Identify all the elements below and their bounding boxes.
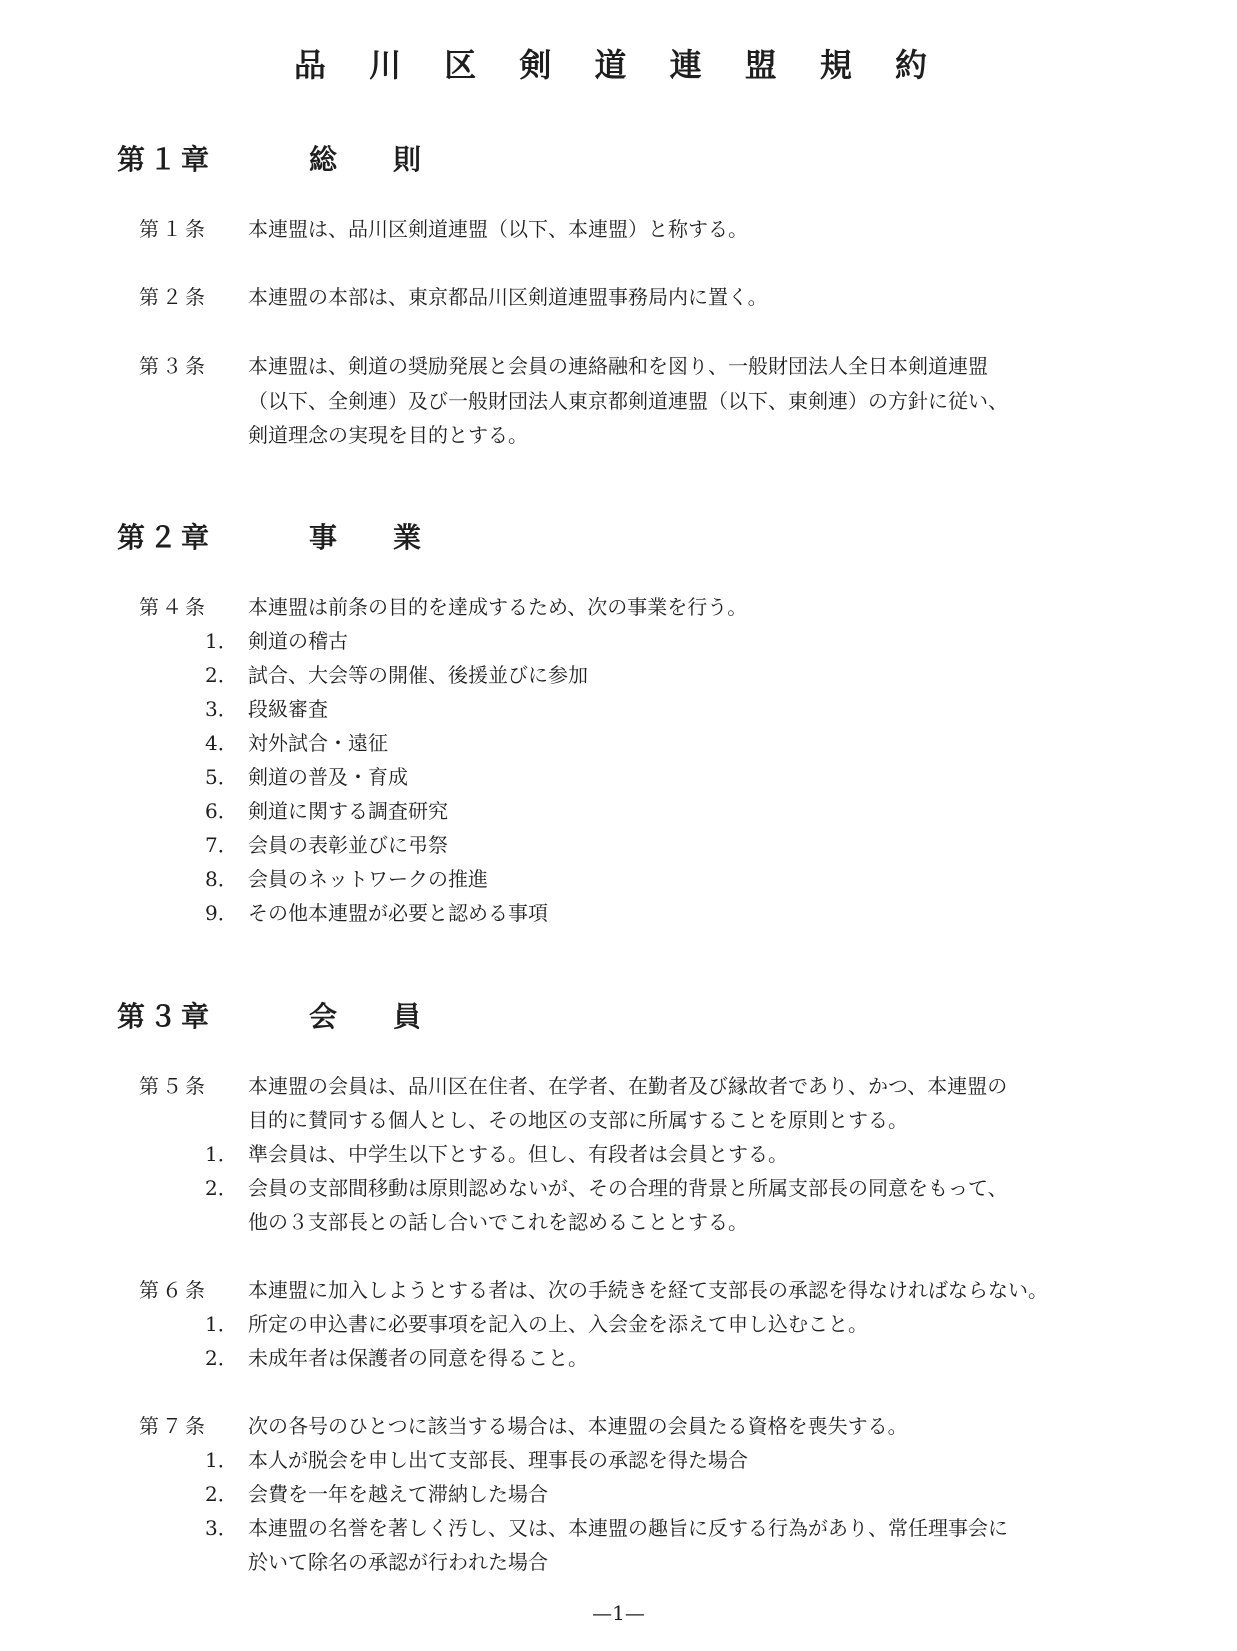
list-item: 剣道の稽古 <box>248 629 348 653</box>
article-text-7: 次の各号のひとつに該当する場合は、本連盟の会員たる資格を喪失する。 <box>248 1414 908 1438</box>
article-label-7: 第７条 <box>139 1414 208 1438</box>
list-item: 未成年者は保護者の同意を得ること。 <box>248 1346 588 1370</box>
article-label-4: 第４条 <box>139 595 208 619</box>
item-number: 1． <box>205 629 238 653</box>
list-item: 剣道に関する調査研究 <box>248 799 448 823</box>
article-label-2: 第２条 <box>139 285 208 309</box>
list-item: 会員の支部間移動は原則認めないが、その合理的背景と所属支部長の同意をもって、 <box>248 1176 1008 1200</box>
article-text-3-line-2: （以下、全剣連）及び一般財団法人東京都剣道連盟（以下、東剣連）の方針に従い、 <box>248 389 1008 413</box>
list-item: その他本連盟が必要と認める事項 <box>248 901 548 925</box>
page-number: —1— <box>592 1601 645 1625</box>
item-number: 2． <box>205 1176 238 1200</box>
item-number: 1． <box>205 1142 238 1166</box>
list-item: 試合、大会等の開催、後援並びに参加 <box>248 663 588 687</box>
list-item: 剣道の普及・育成 <box>248 765 408 789</box>
item-number: 1． <box>205 1448 238 1472</box>
chapter-number: 第１章 <box>117 143 214 176</box>
list-item: 本連盟の名誉を著しく汚し、又は、本連盟の趣旨に反する行為があり、常任理事会に <box>248 1516 1008 1540</box>
item-number: 2． <box>205 663 238 687</box>
item-number: 5． <box>205 765 238 789</box>
article-text-2: 本連盟の本部は、東京都品川区剣道連盟事務局内に置く。 <box>248 285 768 309</box>
list-item: 本人が脱会を申し出て支部長、理事長の承認を得た場合 <box>248 1448 748 1472</box>
article-text-4: 本連盟は前条の目的を達成するため、次の事業を行う。 <box>248 595 748 619</box>
list-item: 所定の申込書に必要事項を記入の上、入会金を添えて申し込むこと。 <box>248 1312 868 1336</box>
item-number: 6． <box>205 799 238 823</box>
item-number: 3． <box>205 1516 238 1540</box>
item-number: 2． <box>205 1482 238 1506</box>
chapter-title: 総則 <box>309 143 478 176</box>
article-label-6: 第６条 <box>139 1278 208 1302</box>
article-text-3-line-1: 本連盟は、剣道の奨励発展と会員の連絡融和を図り、一般財団法人全日本剣道連盟 <box>248 354 988 378</box>
list-item: 対外試合・遠征 <box>248 731 388 755</box>
list-item: 会費を一年を越えて滞納した場合 <box>248 1482 548 1506</box>
list-item-continuation: 於いて除名の承認が行われた場合 <box>248 1550 548 1574</box>
article-label-1: 第１条 <box>139 217 208 241</box>
article-label-3: 第３条 <box>139 354 208 378</box>
article-label-5: 第５条 <box>139 1074 208 1098</box>
item-number: 7． <box>205 833 238 857</box>
list-item: 会員の表彰並びに弔祭 <box>248 833 448 857</box>
chapter-title: 事業 <box>309 521 478 554</box>
article-text-3-line-3: 剣道理念の実現を目的とする。 <box>248 423 528 447</box>
item-number: 2． <box>205 1346 238 1370</box>
list-item: 準会員は、中学生以下とする。但し、有段者は会員とする。 <box>248 1142 788 1166</box>
list-item-continuation: 他の３支部長との話し合いでこれを認めることとする。 <box>248 1210 748 1234</box>
chapter-title: 会員 <box>309 1000 478 1033</box>
article-text-1: 本連盟は、品川区剣道連盟（以下、本連盟）と称する。 <box>248 217 748 241</box>
document-title: 品 川 区 剣 道 連 盟 規 約 <box>293 46 944 84</box>
chapter-number: 第３章 <box>117 1000 214 1033</box>
item-number: 1． <box>205 1312 238 1336</box>
chapter-number: 第２章 <box>117 521 214 554</box>
article-text-5-line-2: 目的に賛同する個人とし、その地区の支部に所属することを原則とする。 <box>248 1108 908 1132</box>
item-number: 4． <box>205 731 238 755</box>
list-item: 段級審査 <box>248 697 328 721</box>
item-number: 3． <box>205 697 238 721</box>
list-item: 会員のネットワークの推進 <box>248 867 488 891</box>
article-text-6: 本連盟に加入しようとする者は、次の手続きを経て支部長の承認を得なければならない。 <box>248 1278 1048 1302</box>
item-number: 8． <box>205 867 238 891</box>
item-number: 9． <box>205 901 238 925</box>
article-text-5-line-1: 本連盟の会員は、品川区在住者、在学者、在勤者及び縁故者であり、かつ、本連盟の <box>248 1074 1008 1098</box>
